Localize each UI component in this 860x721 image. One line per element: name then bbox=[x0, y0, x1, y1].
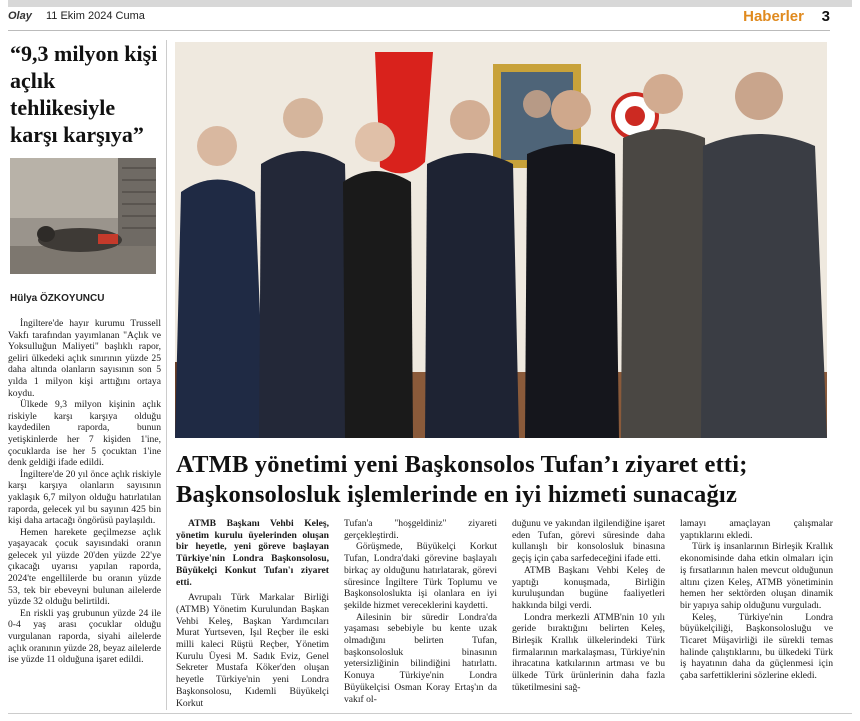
sidebar-author: Hülya ÖZKOYUNCU bbox=[10, 293, 105, 304]
delegation-group-photo-icon bbox=[175, 42, 827, 438]
headline-line-2: Başkonsolosluk işlemlerinde en iyi hizmeti sunacağız bbox=[176, 481, 738, 508]
sidebar-paragraph: Ülkede 9,3 milyon kişinin açlık riskiyle karşı karşıya olduğu kaydedilen raporda, bunun yetişkinlerde her 7 kişiden 1'ine, çocuklarda ise her 5 çocuktan 1'ine denk geldiği ifade edildi. bbox=[8, 399, 161, 469]
article-column-4 bbox=[680, 518, 833, 682]
article-column-1 bbox=[176, 518, 329, 709]
sidebar-paragraph: İngiltere'de 20 yıl önce açlık riskiyle karşı karşıya olanların sayısının yaklaşık 6,7 milyon olduğu hatırlatılan raporda, gelecek yıl bu sayının 425 bin kişi daha artacağı öngörüsü paylaşıldı. bbox=[8, 468, 161, 527]
sidebar-quote-headline: “9,3 milyon kişi açlık tehlikesiyle karşı karşıya” bbox=[10, 41, 158, 147]
column-divider bbox=[166, 40, 167, 710]
article-paragraph: Keleş, Türkiye'nin Londra büyükelçiliği, Başkonsolosluğu ve Ticaret Müşavirliği ile sürekli temas halinde çalıştıklarını, bu ülkedeki Türk iş hayatının daha da güçlenmesi için çaba sarfettiklerini sözlerine ekledi. bbox=[680, 611, 833, 682]
header-rule bbox=[8, 30, 830, 31]
article-paragraph: duğunu ve yakından ilgilendiğine işaret eden Tufan, görevi süresinde daha kullanışlı bir konsolosluk binasına geçiş için çaba sarfedeceğini ifade etti. bbox=[512, 518, 665, 565]
article-lead: ATMB Başkanı Vehbi Keleş, yönetim kurulu üyelerinden oluşan bir heyetle, yeni göreve başlayan Türkiye'nin Londra Başkonsolosu, Büyükelçi Konkut Tufan'ı ziyaret etti. bbox=[176, 518, 329, 588]
article-paragraph: Tufan'a "hoşgeldiniz" ziyareti gerçekleştirdi. bbox=[344, 518, 497, 541]
article-paragraph: Ailesinin bir süredir Londra'da yaşaması sebebiyle bu kente uzak olmadığını belirten Tufan, başkonsolosluk binasının yetersizliğinin bilindiğini hatırlattı. Konuya Türkiye'nin Londra Büyükelçisi Osman Koray Ertaş'ın da vakıf ol- bbox=[344, 611, 497, 705]
sidebar-paragraph: En riskli yaş grubunun yüzde 24 ile 0-4 yaş arası çocuklar olduğu vurgulanan raporda, siyahi ailelerde açlık oranının yüzde 28, beyaz ailelerde ise yüzde 11 olduğuna işaret edildi. bbox=[8, 607, 161, 666]
sidebar-paragraph: Hemen harekete geçilmezse açlık yaşayacak çocuk sayısındaki oranın gelecek yıl yüzde 20'den yüzde 22'ye çıkacağı uyarısı yapılan raporda, 2024'te engellilerde bu oranın yüzde 53, tek bir ebeveyni bulunan ailelerde yüzde 32 olduğu belirtildi. bbox=[8, 526, 161, 608]
issue-date: 11 Ekim 2024 Cuma bbox=[46, 10, 145, 22]
article-paragraph: Görüşmede, Büyükelçi Korkut Tufan, Londra'daki görevine başlayalı birkaç ay olduğunu hatırlatarak, görevi süresince İngiltere Türk Toplumu ve Başkonsoloslukta işi olanlara en iyi şekilde hizmet vereceklerini kaydetti. bbox=[344, 541, 497, 611]
section-title: Haberler bbox=[743, 8, 804, 25]
article-paragraph: Avrupalı Türk Markalar Birliği (ATMB) Yönetim Kurulundan Başkan Vehbi Keleş, Başkan Yardımcıları Murat Yurtseven, Işıl Reçber ile eski milli kaleci Rüştü Reçber, Yönetim Kurulu Üyesi M. Sadık Eviz, Genel Sekreter Mustafa Köker'den oluşan heyetle Türkiye'nin yeni Londra Başkonsolosu, Kıdemli Büyükelçi Korkut bbox=[176, 592, 329, 709]
sidebar-photo bbox=[10, 158, 156, 274]
article-headline bbox=[176, 450, 836, 510]
newspaper-logo: Olay bbox=[8, 10, 32, 22]
sidebar-paragraph: İngiltere'de hayır kurumu Trussell Vakfı tarafından yayımlanan "Açlık ve Yoksulluğun Maliyeti" başlıklı rapor, geliri ülkedeki açlık sınırının yüzde 25 daha altında olanların sayısının son 5 yılda 1 milyon kişi arttığını ortaya koydu. bbox=[8, 318, 161, 399]
sidebar-body bbox=[8, 318, 161, 666]
headline-line-1: ATMB yönetimi yeni Başkonsolos Tufan’ı ziyaret etti; bbox=[176, 451, 748, 478]
bottom-rule bbox=[8, 713, 852, 714]
page-header bbox=[8, 8, 830, 28]
article-paragraph: lamayı amaçlayan çalışmalar yaptıklarını ekledi. bbox=[680, 518, 833, 541]
article-column-3 bbox=[512, 518, 665, 694]
group-photo bbox=[175, 42, 827, 438]
article-paragraph: ATMB Başkanı Vehbi Keleş de yaptığı konuşmada, Birliğin kuruluşundan bugüne faaliyetleri hakkında bilgi verdi. bbox=[512, 564, 665, 611]
top-rule bbox=[8, 0, 852, 7]
page-number: 3 bbox=[821, 8, 830, 25]
article-column-2 bbox=[344, 518, 497, 705]
article-paragraph: Londra merkezli ATMB'nin 10 yılı geride bıraktığını belirten Keleş, Birleşik Krallık ülkelerindeki Türk firmalarının markalaşması, Türkiye'nin ihracatına katkılarının artması ve bu ülkede Türk ürünlerinin daha fazla tüketilmesini sağ- bbox=[512, 611, 665, 693]
homeless-person-photo-icon bbox=[10, 158, 156, 274]
article-paragraph: Türk iş insanlarının Birleşik Krallık ekonomisinde daha etkin olmaları için iş fırsatlarının halen mevcut olduğunun altını çizen Keleş, ATMB yönetiminin hemen her sektörden oluşan dinamik bir yapıya sahip olduğunu vurguladı. bbox=[680, 541, 833, 611]
